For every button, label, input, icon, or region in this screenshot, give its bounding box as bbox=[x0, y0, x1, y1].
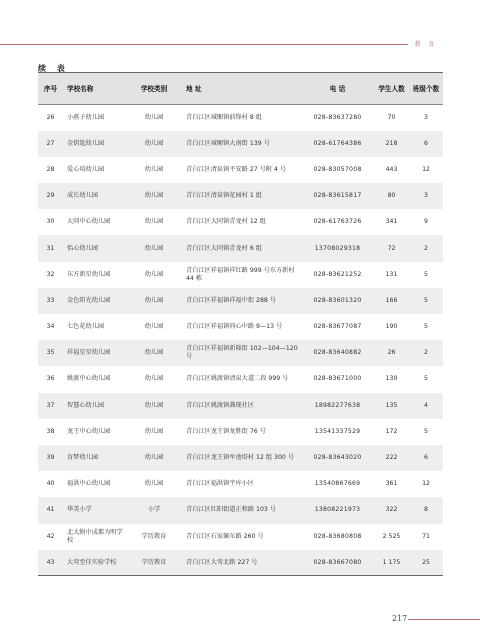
cell-no: 31 bbox=[38, 235, 63, 261]
cell-no: 41 bbox=[38, 497, 63, 523]
cell-address: 青白江区姚渡镇清泉大道二段 999 号 bbox=[186, 375, 289, 383]
cell-address: 青白江区城厢镇前锋村 8 组 bbox=[186, 113, 262, 121]
col-header-phone: 电 话 bbox=[301, 73, 374, 105]
cell-phone: 028-83057008 bbox=[313, 165, 362, 173]
cell-classes: 6 bbox=[409, 445, 443, 471]
cell-school-name: 北大附中成都为明学校 bbox=[67, 528, 123, 544]
cell-phone: 028-83680808 bbox=[313, 532, 362, 540]
cell-school-name: 东方新星幼儿园 bbox=[67, 270, 111, 278]
cell-students: 222 bbox=[374, 445, 409, 471]
cell-no: 37 bbox=[38, 393, 63, 419]
cell-school-type: 幼儿园 bbox=[144, 323, 164, 331]
table-body bbox=[38, 105, 443, 576]
page-number: 217 bbox=[392, 614, 408, 623]
cell-school-name: 大同中心幼儿园 bbox=[67, 218, 111, 226]
cell-no: 28 bbox=[46, 165, 55, 173]
cell-phone: 13540867669 bbox=[314, 480, 361, 488]
cell-phone: 028-83640882 bbox=[301, 340, 374, 366]
cell-school-type: 幼儿园 bbox=[126, 445, 182, 471]
cell-school-name: 怡心幼儿园 bbox=[63, 235, 126, 261]
cell-address: 青白江区祥福镇祥红路 999 号东方新村 44 栋 bbox=[186, 266, 295, 282]
footer-rule bbox=[408, 619, 480, 620]
cell-address: 青白江区大同镇青龙村 6 组 bbox=[182, 235, 301, 261]
cell-address: 青白江区祥福镇新隆街 102—104—120 号 bbox=[182, 340, 301, 366]
cell-school-name: 爱心培幼儿园 bbox=[67, 165, 105, 173]
cell-address: 青白江区祥福镇祥福中街 288 号 bbox=[182, 288, 301, 314]
cell-school-type: 幼儿园 bbox=[144, 427, 164, 435]
table-header-row bbox=[38, 73, 443, 105]
cell-phone: 028-61764386 bbox=[301, 131, 374, 157]
cell-students: 166 bbox=[374, 288, 409, 314]
cell-classes: 5 bbox=[424, 323, 428, 331]
cell-students: 218 bbox=[374, 131, 409, 157]
cell-school-name: 姚渡中心幼儿园 bbox=[67, 375, 111, 383]
cell-address: 青白江区大弯北路 227 号 bbox=[182, 550, 301, 576]
cell-school-type: 幼儿园 bbox=[144, 375, 164, 383]
cell-no: 33 bbox=[38, 288, 63, 314]
cell-students: 2 525 bbox=[382, 532, 401, 540]
cell-students: 341 bbox=[385, 218, 398, 226]
table-row bbox=[38, 393, 443, 419]
table-row bbox=[38, 550, 443, 576]
cell-classes: 25 bbox=[409, 550, 443, 576]
cell-school-type: 幼儿园 bbox=[126, 235, 182, 261]
cell-phone: 028-83677087 bbox=[313, 323, 362, 331]
cell-phone: 13708029318 bbox=[301, 235, 374, 261]
cell-school-name: 育梦幼儿园 bbox=[63, 445, 126, 471]
cell-no: 40 bbox=[46, 480, 55, 488]
cell-phone: 028-83637280 bbox=[313, 113, 362, 121]
table-row bbox=[38, 183, 443, 209]
cell-classes: 2 bbox=[409, 235, 443, 261]
table-row bbox=[38, 235, 443, 261]
cell-classes: 12 bbox=[422, 480, 430, 488]
cell-no: 38 bbox=[46, 427, 55, 435]
table-row bbox=[38, 262, 443, 288]
cell-students: 361 bbox=[385, 480, 398, 488]
table-row bbox=[38, 314, 443, 340]
cell-phone: 13541337529 bbox=[314, 427, 361, 435]
cell-classes: 5 bbox=[424, 375, 428, 383]
cell-phone: 028-83643020 bbox=[301, 445, 374, 471]
cell-students: 131 bbox=[385, 270, 398, 278]
cell-address: 青白江区清泉镇平安路 27 号附 4 号 bbox=[186, 165, 287, 173]
header-rule bbox=[0, 44, 408, 45]
cell-school-name: 成长幼儿园 bbox=[63, 183, 126, 209]
table-row bbox=[38, 445, 443, 471]
cell-school-name: 智慧心幼儿园 bbox=[63, 393, 126, 419]
cell-students: 443 bbox=[385, 165, 398, 173]
cell-no: 26 bbox=[46, 113, 55, 121]
cell-students: 80 bbox=[374, 183, 409, 209]
cell-phone: 028-61763726 bbox=[313, 218, 362, 226]
cell-classes: 2 bbox=[409, 340, 443, 366]
cell-classes: 3 bbox=[424, 113, 428, 121]
cell-phone: 18982277638 bbox=[301, 393, 374, 419]
cell-school-type: 幼儿园 bbox=[144, 270, 164, 278]
cell-address: 青白江区石家碾东路 260 号 bbox=[186, 532, 264, 540]
table-row bbox=[38, 497, 443, 523]
cell-phone: 028-83667080 bbox=[301, 550, 374, 576]
table-row bbox=[38, 209, 443, 235]
cell-classes: 5 bbox=[424, 427, 428, 435]
cell-school-type: 幼儿园 bbox=[126, 288, 182, 314]
cell-school-name: 华美小学 bbox=[63, 497, 126, 523]
cell-address: 青白江区福洪镇宇库小区 bbox=[186, 480, 255, 488]
cell-no: 34 bbox=[46, 323, 55, 331]
table-row bbox=[38, 288, 443, 314]
col-header-classes: 班级个数 bbox=[409, 73, 443, 105]
cell-school-type: 幼儿园 bbox=[126, 393, 182, 419]
cell-no: 30 bbox=[46, 218, 55, 226]
col-header-no: 序号 bbox=[38, 73, 63, 105]
cell-address: 青白江区祥福镇同心中路 9—13 号 bbox=[186, 323, 283, 331]
cell-address: 青白江区姚渡镇龚现社区 bbox=[182, 393, 301, 419]
cell-school-name: 大弯至佳实验学校 bbox=[63, 550, 126, 576]
cell-address: 青白江区大同镇青龙村 12 组 bbox=[186, 218, 266, 226]
cell-students: 1 175 bbox=[374, 550, 409, 576]
cell-school-type: 小学 bbox=[126, 497, 182, 523]
cell-no: 36 bbox=[46, 375, 55, 383]
table-row bbox=[38, 471, 443, 497]
cell-no: 39 bbox=[38, 445, 63, 471]
cell-phone: 028-83621252 bbox=[313, 270, 362, 278]
cell-school-name: 金色阳光幼儿园 bbox=[63, 288, 126, 314]
cell-school-type: 幼儿园 bbox=[126, 131, 182, 157]
cell-classes: 3 bbox=[409, 183, 443, 209]
cell-no: 27 bbox=[38, 131, 63, 157]
cell-classes: 6 bbox=[409, 131, 443, 157]
cell-classes: 71 bbox=[422, 532, 430, 540]
cell-address: 青白江区龙王镇龙胜街 76 号 bbox=[186, 427, 266, 435]
cell-students: 322 bbox=[374, 497, 409, 523]
cell-classes: 5 bbox=[424, 270, 428, 278]
col-header-name: 学校名称 bbox=[63, 73, 126, 105]
table-row bbox=[38, 524, 443, 550]
cell-classes: 4 bbox=[409, 393, 443, 419]
cell-school-name: 七色花幼儿园 bbox=[67, 323, 105, 331]
table-row bbox=[38, 105, 443, 131]
cell-school-name: 金钥匙幼儿园 bbox=[63, 131, 126, 157]
section-tag: 教 育 bbox=[414, 41, 438, 48]
cell-address: 青白江区红阳街道正和路 103 号 bbox=[182, 497, 301, 523]
cell-classes: 5 bbox=[409, 288, 443, 314]
cell-address: 青白江区城厢镇大南街 139 号 bbox=[182, 131, 301, 157]
table-row bbox=[38, 131, 443, 157]
cell-school-name: 福洪中心幼儿园 bbox=[67, 480, 111, 488]
cell-phone: 13808221973 bbox=[301, 497, 374, 523]
cell-students: 72 bbox=[374, 235, 409, 261]
cell-school-type: 幼儿园 bbox=[126, 340, 182, 366]
schools-table bbox=[38, 72, 443, 576]
cell-no: 42 bbox=[46, 532, 55, 540]
col-header-address: 地 址 bbox=[182, 73, 301, 105]
cell-school-type: 幼儿园 bbox=[126, 183, 182, 209]
cell-no: 29 bbox=[38, 183, 63, 209]
cell-school-type: 幼儿园 bbox=[144, 113, 164, 121]
table-row bbox=[38, 340, 443, 366]
cell-school-type: 幼儿园 bbox=[144, 480, 164, 488]
cell-address: 青白江区龙王镇牟池塔村 12 组 300 号 bbox=[182, 445, 301, 471]
cell-phone: 028-83615817 bbox=[301, 183, 374, 209]
cell-no: 35 bbox=[38, 340, 63, 366]
cell-students: 172 bbox=[385, 427, 398, 435]
cell-students: 26 bbox=[374, 340, 409, 366]
cell-classes: 9 bbox=[424, 218, 428, 226]
cell-school-type: 学历教育 bbox=[126, 550, 182, 576]
table-row bbox=[38, 366, 443, 392]
cell-school-type: 幼儿园 bbox=[144, 218, 164, 226]
cell-no: 43 bbox=[38, 550, 63, 576]
continued-label: 续 表 bbox=[38, 64, 69, 73]
cell-phone: 028-83601320 bbox=[301, 288, 374, 314]
cell-phone: 028-83671000 bbox=[313, 375, 362, 383]
cell-school-name: 小燕子幼儿园 bbox=[67, 113, 105, 121]
cell-address: 青白江区清泉镇花园村 1 组 bbox=[182, 183, 301, 209]
cell-no: 32 bbox=[46, 270, 55, 278]
cell-students: 190 bbox=[385, 323, 398, 331]
cell-school-name: 祥福星星幼儿园 bbox=[63, 340, 126, 366]
cell-students: 70 bbox=[387, 113, 396, 121]
cell-students: 130 bbox=[385, 375, 398, 383]
cell-school-type: 学历教育 bbox=[141, 532, 167, 540]
cell-school-type: 幼儿园 bbox=[144, 165, 164, 173]
table-row bbox=[38, 157, 443, 183]
table-row bbox=[38, 419, 443, 445]
cell-classes: 12 bbox=[422, 165, 430, 173]
col-header-students: 学生人数 bbox=[374, 73, 409, 105]
cell-classes: 8 bbox=[409, 497, 443, 523]
col-header-type: 学校类别 bbox=[126, 73, 182, 105]
cell-school-name: 龙王中心幼儿园 bbox=[67, 427, 111, 435]
cell-students: 135 bbox=[374, 393, 409, 419]
